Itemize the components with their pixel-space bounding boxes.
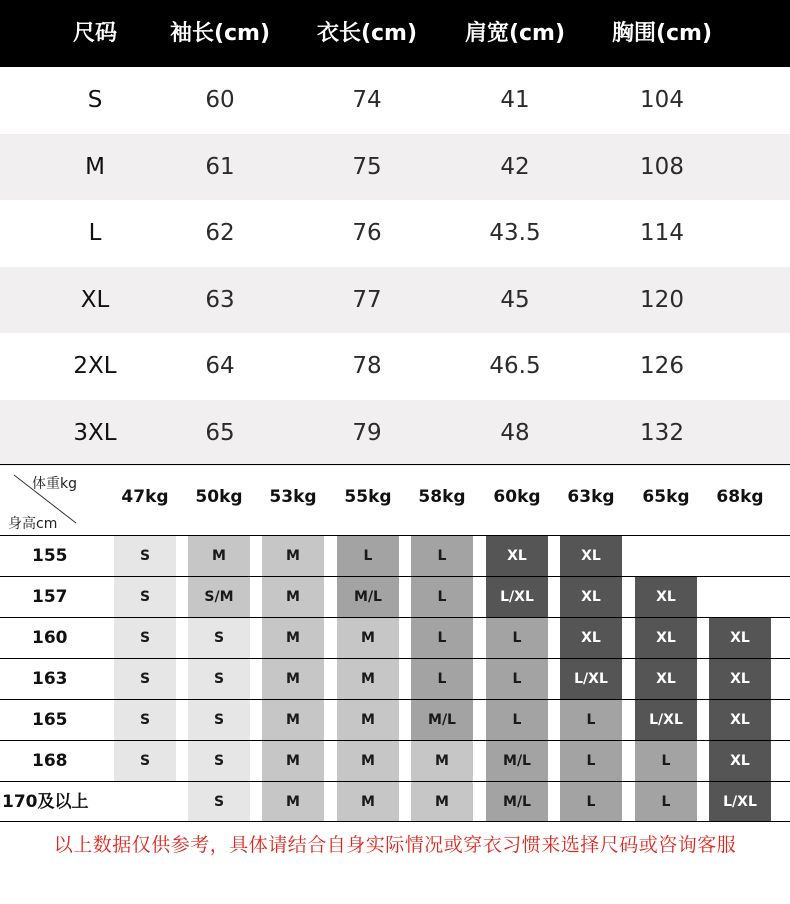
height-label: 168 bbox=[32, 751, 68, 771]
size-row bbox=[0, 267, 790, 334]
size-recommendation-cell: M bbox=[337, 700, 399, 740]
size-table-header bbox=[0, 0, 790, 67]
measurement-value: 132 bbox=[640, 419, 684, 446]
size-recommendation-cell: M bbox=[262, 536, 324, 576]
grid-row bbox=[0, 658, 790, 699]
size-recommendation-cell: L bbox=[411, 577, 473, 617]
measurement-value: 62 bbox=[205, 220, 235, 246]
size-row bbox=[0, 400, 790, 467]
size-row bbox=[0, 333, 790, 400]
size-header-col-4: 胸围(cm) bbox=[611, 21, 713, 46]
size-recommendation-cell: XL bbox=[560, 618, 622, 658]
size-recommendation-cell: XL bbox=[486, 536, 548, 576]
measurement-value: 46.5 bbox=[489, 353, 541, 379]
size-recommendation-cell: M bbox=[337, 659, 399, 699]
weight-col-header: 47kg bbox=[121, 487, 169, 507]
weight-col-header: 53kg bbox=[269, 487, 317, 507]
size-recommendation-cell: L/XL bbox=[635, 700, 697, 740]
size-recommendation-cell: M/L bbox=[486, 741, 548, 781]
size-recommendation-cell: M bbox=[411, 741, 473, 781]
weight-col-header: 60kg bbox=[493, 487, 541, 507]
measurement-value: 45 bbox=[500, 286, 530, 313]
size-recommendation-cell: L bbox=[560, 741, 622, 781]
measurement-value: 104 bbox=[640, 87, 684, 113]
size-recommendation-cell: S bbox=[188, 659, 250, 699]
size-recommendation-cell: L bbox=[486, 659, 548, 699]
grid-row bbox=[0, 699, 790, 740]
size-recommendation-cell: XL bbox=[709, 741, 771, 781]
measurement-value: 76 bbox=[352, 220, 382, 246]
size-label: XL bbox=[80, 286, 110, 313]
height-label: 160 bbox=[32, 628, 68, 648]
footer-note: 以上数据仅供参考，具体请结合自身实际情况或穿衣习惯来选择尺码或咨询客服 bbox=[53, 834, 737, 856]
size-label: M bbox=[85, 153, 105, 180]
size-recommendation-cell: M/L bbox=[337, 577, 399, 617]
size-row bbox=[0, 200, 790, 267]
size-recommendation-cell: S bbox=[188, 782, 250, 822]
height-axis-label: 身高cm bbox=[8, 516, 58, 532]
measurement-value: 42 bbox=[500, 153, 530, 180]
size-recommendation-cell: L bbox=[411, 659, 473, 699]
size-label: S bbox=[87, 87, 103, 113]
size-recommendation-cell: XL bbox=[560, 536, 622, 576]
size-table-body bbox=[0, 67, 790, 466]
weight-axis-label: 体重kg bbox=[32, 476, 77, 492]
measurement-value: 75 bbox=[352, 153, 382, 180]
size-recommendation-cell: S bbox=[114, 700, 176, 740]
size-recommendation-cell: S bbox=[114, 577, 176, 617]
size-row bbox=[0, 134, 790, 201]
size-recommendation-cell: S bbox=[188, 741, 250, 781]
size-recommendation-cell: S bbox=[188, 618, 250, 658]
size-header-col-1: 袖长(cm) bbox=[169, 21, 271, 46]
grid-bottom-border bbox=[0, 821, 790, 822]
size-recommendation-cell: L bbox=[486, 700, 548, 740]
size-recommendation-cell: L bbox=[560, 700, 622, 740]
weight-col-header: 55kg bbox=[344, 487, 392, 507]
table-divider bbox=[0, 464, 790, 465]
size-recommendation-cell: S bbox=[114, 618, 176, 658]
measurement-value: 60 bbox=[205, 87, 235, 113]
size-header-col-0: 尺码 bbox=[72, 21, 117, 46]
size-recommendation-cell: L/XL bbox=[486, 577, 548, 617]
measurement-value: 120 bbox=[640, 286, 684, 313]
weight-col-header: 68kg bbox=[716, 487, 764, 507]
height-label: 155 bbox=[32, 546, 68, 566]
size-recommendation-cell: L/XL bbox=[560, 659, 622, 699]
size-recommendation-cell: L bbox=[411, 618, 473, 658]
size-recommendation-cell: S/M bbox=[188, 577, 250, 617]
size-recommendation-cell: XL bbox=[709, 700, 771, 740]
measurement-value: 114 bbox=[640, 220, 684, 246]
size-recommendation-cell: XL bbox=[709, 659, 771, 699]
size-recommendation-cell: XL bbox=[560, 577, 622, 617]
weight-col-header: 50kg bbox=[195, 487, 243, 507]
measurement-value: 77 bbox=[352, 286, 382, 313]
grid-row bbox=[0, 535, 790, 576]
height-label: 157 bbox=[32, 587, 68, 607]
size-recommendation-cell: M bbox=[262, 577, 324, 617]
size-recommendation-cell: M/L bbox=[411, 700, 473, 740]
size-recommendation-cell: L bbox=[337, 536, 399, 576]
size-recommendation-cell: L bbox=[486, 618, 548, 658]
weight-col-header: 65kg bbox=[642, 487, 690, 507]
size-recommendation-cell: L bbox=[560, 782, 622, 822]
size-recommendation-cell: M bbox=[262, 618, 324, 658]
size-recommendation-cell: XL bbox=[635, 659, 697, 699]
size-header-col-3: 肩宽(cm) bbox=[464, 21, 566, 46]
size-row bbox=[0, 67, 790, 134]
size-recommendation-cell: M/L bbox=[486, 782, 548, 822]
size-header-col-2: 衣长(cm) bbox=[316, 21, 418, 46]
measurement-value: 48 bbox=[500, 419, 530, 446]
size-recommendation-cell: L bbox=[411, 536, 473, 576]
measurement-value: 61 bbox=[205, 153, 235, 180]
size-recommendation-cell: M bbox=[337, 618, 399, 658]
height-label: 165 bbox=[32, 710, 68, 730]
grid-row bbox=[0, 617, 790, 658]
size-recommendation-cell: M bbox=[262, 782, 324, 822]
size-recommendation-cell: L bbox=[635, 741, 697, 781]
size-recommendation-cell: M bbox=[188, 536, 250, 576]
measurement-value: 78 bbox=[352, 353, 382, 379]
size-label: 3XL bbox=[73, 419, 117, 446]
size-recommendation-cell: M bbox=[262, 741, 324, 781]
grid-row bbox=[0, 576, 790, 617]
measurement-value: 41 bbox=[500, 87, 530, 113]
grid-corner-header bbox=[0, 465, 110, 535]
size-recommendation-cell: S bbox=[188, 700, 250, 740]
measurement-value: 63 bbox=[205, 286, 235, 313]
size-recommendation-cell: L/XL bbox=[709, 782, 771, 822]
height-label: 163 bbox=[32, 669, 68, 689]
measurement-value: 126 bbox=[640, 353, 684, 379]
grid-row bbox=[0, 781, 790, 822]
size-recommendation-cell: XL bbox=[635, 577, 697, 617]
size-recommendation-cell: M bbox=[337, 782, 399, 822]
measurement-value: 108 bbox=[640, 153, 684, 180]
size-recommendation-cell: M bbox=[337, 741, 399, 781]
size-recommendation-cell: XL bbox=[709, 618, 771, 658]
height-label: 170及以上 bbox=[2, 792, 89, 812]
measurement-value: 43.5 bbox=[489, 220, 541, 246]
measurement-value: 74 bbox=[352, 87, 382, 113]
measurement-value: 64 bbox=[205, 353, 235, 379]
size-recommendation-cell: M bbox=[262, 659, 324, 699]
size-recommendation-cell: XL bbox=[635, 618, 697, 658]
weight-col-header: 58kg bbox=[418, 487, 466, 507]
measurement-value: 65 bbox=[205, 419, 235, 446]
size-recommendation-cell: M bbox=[411, 782, 473, 822]
measurement-value: 79 bbox=[352, 419, 382, 446]
size-label: 2XL bbox=[73, 353, 117, 379]
size-recommendation-cell: M bbox=[262, 700, 324, 740]
weight-col-header: 63kg bbox=[567, 487, 615, 507]
grid-row bbox=[0, 740, 790, 781]
size-recommendation-cell: S bbox=[114, 659, 176, 699]
size-recommendation-cell: S bbox=[114, 741, 176, 781]
size-recommendation-cell: S bbox=[114, 536, 176, 576]
size-label: L bbox=[88, 220, 102, 246]
size-recommendation-cell: L bbox=[635, 782, 697, 822]
